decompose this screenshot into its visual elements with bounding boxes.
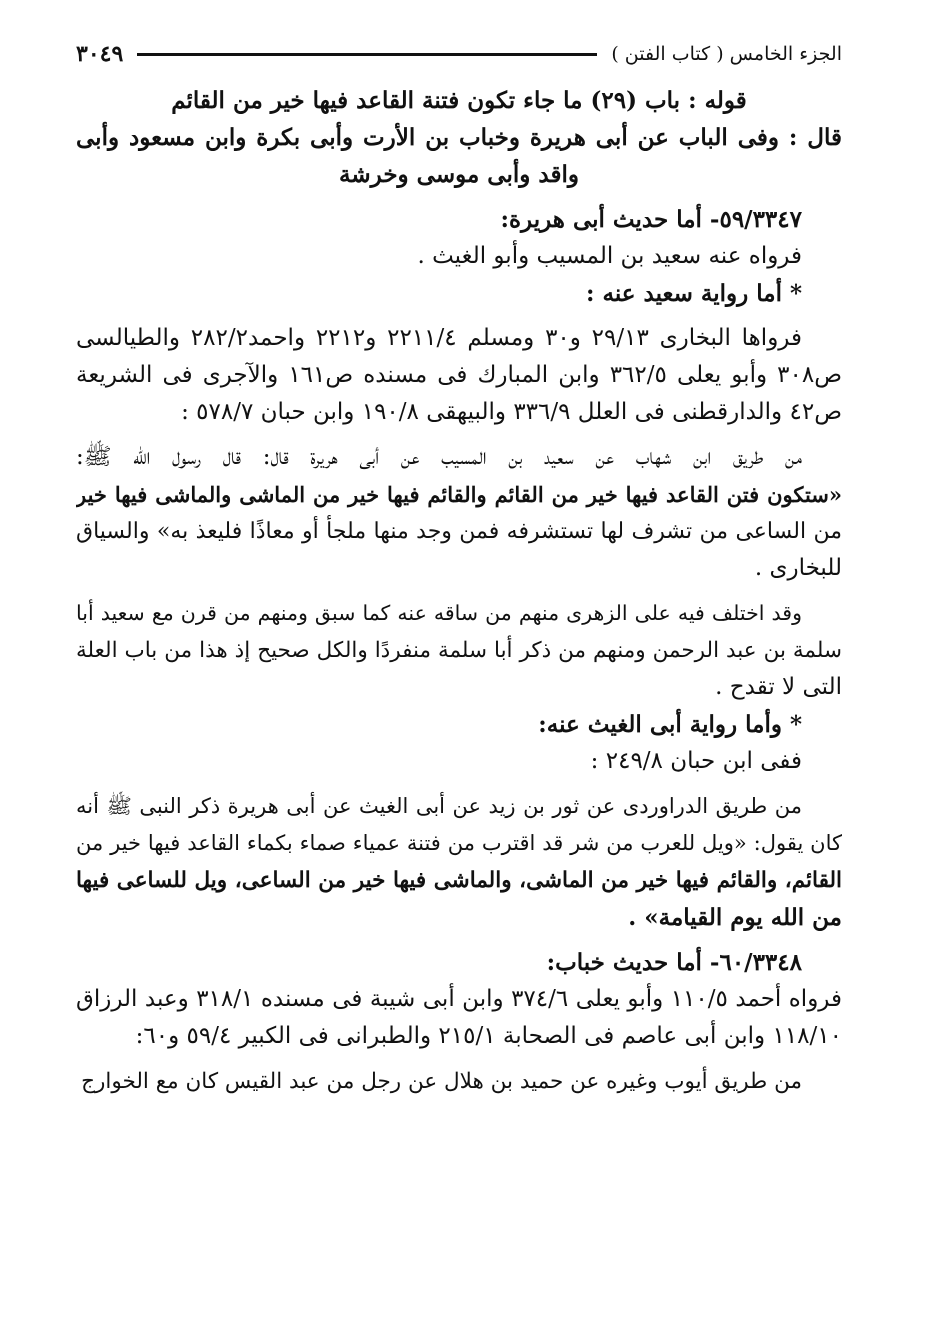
text-line: للبخارى . (754, 555, 842, 581)
hadith-heading: ٥٩/٣٣٤٧- أما حديث أبى هريرة: (500, 206, 802, 233)
running-title: الجزء الخامس ( كتاب الفتن ) (611, 43, 842, 65)
hadith-text-line: من الله يوم القيامة» . (628, 904, 842, 931)
hadith-text-line: من الساعى من تشرف لها تستشرفه فمن وجد منها ملجأ أو معاذًا فليعذ به» والسياق (76, 519, 842, 544)
text-line: ففى ابن حبان ٢٤٩/٨ : (590, 748, 802, 774)
subsection-heading: * أما رواية سعيد عنه : (586, 280, 802, 307)
text-line: ١١٨/١٠ وابن أبى عاصم فى الصحابة ٢١٥/١ والطبرانى فى الكبير ٥٩/٤ و٦٠: (135, 1023, 842, 1049)
subsection-heading: * وأما رواية أبى الغيث عنه: (538, 711, 802, 738)
page-header (76, 34, 842, 74)
text-line: سلمة بن عبد الرحمن ومنهم من ذكر أبا سلمة منفردًا والكل صحيح إذ هذا من باب العلة (76, 638, 842, 663)
header-rule (137, 53, 597, 56)
chapter-heading: قوله : باب (٢٩) ما جاء تكون فتنة القاعد فيها خير من القائم (171, 87, 747, 114)
text-line: فرواه عنه سعيد بن المسيب وأبو الغيث . (417, 243, 802, 269)
text-line: من طريق الدراوردى عن ثور بن زيد عن أبى الغيث عن أبى هريرة ذكر النبى ﷺ أنه (76, 794, 802, 818)
text-line: فرواها البخارى ٢٩/١٣ و٣٠ ومسلم ٢٢١١/٤ و٢٢١٢ واحمد٢٨٢/٢ والطيالسى (76, 325, 802, 351)
text-line: فرواه أحمد ١١٠/٥ وأبو يعلى ٣٧٤/٦ وابن أبى شيبة فى مسنده ٣١٨/١ وعبد الرزاق (76, 986, 842, 1012)
hadith-text-line: القائم، والقائم فيها خير من الماشى، والماشى فيها خير من الساعى، ويل للساعى فيها (76, 868, 842, 893)
hadith-text-line: كان يقول: «ويل للعرب من شر قد اقترب من فتنة عمياء صماء بكماء القاعد فيها خير من (76, 831, 842, 855)
hadith-text-line: «ستكون فتن القاعد فيها خير من القائم والقائم فيها خير من الماشى والماشى فيها خير (76, 482, 842, 507)
text-line: وقد اختلف فيه على الزهرى منهم من ساقه عنه كما سبق ومنهم من قرن مع سعيد أبا (76, 601, 802, 625)
text-line: من طريق أيوب وغيره عن حميد بن هلال عن رجل من عبد القيس كان مع الخوارج (81, 1069, 802, 1094)
page-number: ٣٠٤٩ (76, 41, 124, 67)
chapter-note-line: قال : وفى الباب عن أبى هريرة وخباب بن الأرت وأبى بكرة وابن مسعود وأبى (76, 124, 842, 151)
hadith-heading: ٦٠/٣٣٤٨- أما حديث خباب: (546, 949, 802, 976)
text-line: ص٣٠٨ وأبو يعلى ٣٦٢/٥ وابن المبارك فى مسنده ص١٦١ والآجرى فى الشريعة (76, 362, 842, 388)
text-line: التى لا تقدح . (715, 674, 842, 700)
chapter-note-line: واقد وأبى موسى وخرشة (339, 161, 579, 188)
text-line: ص٤٢ والدارقطنى فى العلل ٣٣٦/٩ والبيهقى ١٩٠/٨ وابن حبان ٥٧٨/٧ : (181, 399, 842, 425)
text-line: من طريق ابن شهاب عن سعيد بن المسيب عن أبى هريرة قال: قال رسول الله ﷺ: (76, 444, 802, 470)
